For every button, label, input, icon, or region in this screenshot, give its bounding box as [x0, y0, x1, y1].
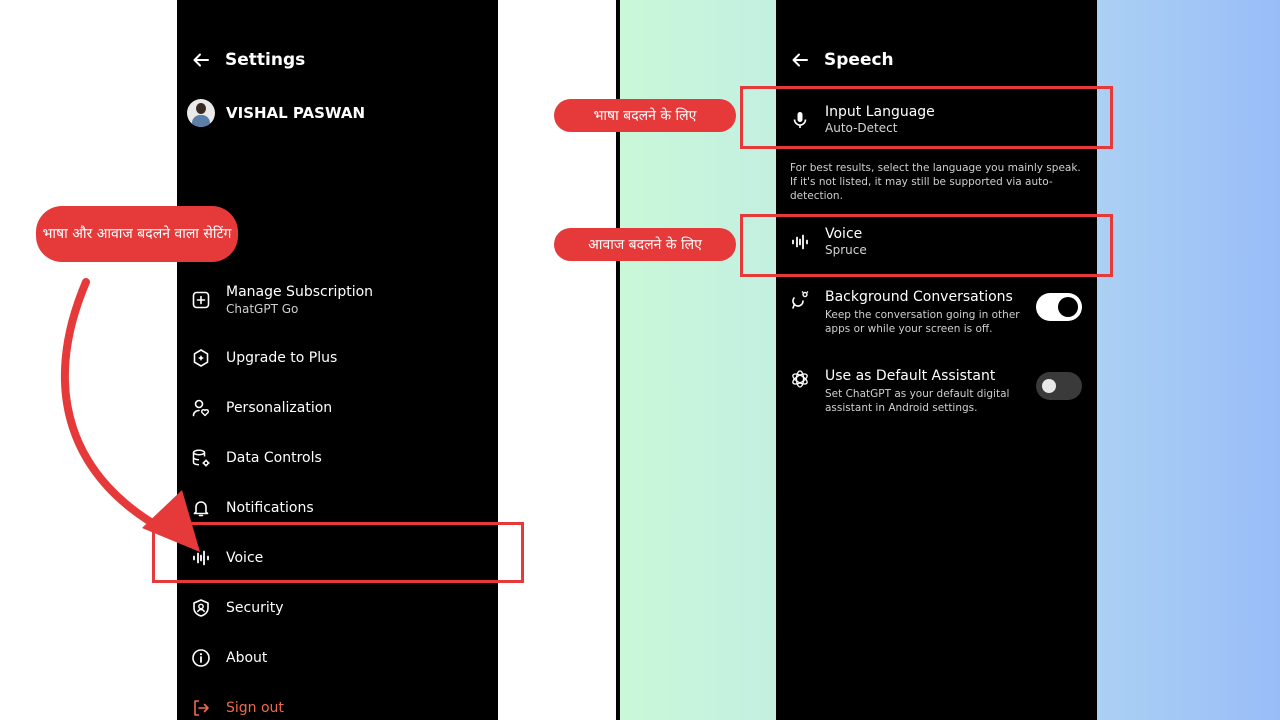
profile-name: VISHAL PASWAN	[226, 104, 365, 122]
background-chat-icon	[790, 290, 810, 310]
language-hint: For best results, select the language you mainly speak. If it's not listed, it may still be supported via auto-detection.	[790, 162, 1081, 202]
default-assistant-label: Use as Default Assistant	[825, 368, 996, 384]
curved-arrow	[0, 0, 620, 720]
left-callout: भाषा और आवाज बदलने वाला सेटिंग	[36, 206, 238, 262]
default-assistant-desc: Set ChatGPT as your default digital assistant in Android settings.	[825, 388, 1010, 414]
page-title: Speech	[824, 50, 894, 70]
voice-value: Spruce	[825, 243, 867, 257]
language-callout: भाषा बदलने के लिए	[554, 99, 736, 132]
menu-sub-label: ChatGPT Go	[226, 302, 299, 316]
voice-callout: आवाज बदलने के लिए	[554, 228, 736, 261]
voice-settings-highlight-box	[740, 214, 1113, 277]
menu-label: About	[226, 650, 268, 666]
menu-label: Voice	[226, 550, 264, 566]
menu-label: Manage Subscription	[226, 284, 374, 300]
menu-label: Security	[226, 600, 284, 616]
toggle-knob	[1042, 379, 1056, 393]
language-highlight-box	[740, 86, 1113, 149]
background-conversations-label: Background Conversations	[825, 289, 1013, 305]
toggle-knob	[1058, 297, 1078, 317]
menu-label: Notifications	[226, 500, 314, 516]
default-assistant-row	[790, 367, 1025, 415]
speech-header	[790, 46, 894, 74]
background-conversations-toggle[interactable]	[1036, 293, 1082, 321]
menu-label: Upgrade to Plus	[226, 350, 338, 366]
input-language-value: Auto-Detect	[825, 121, 898, 135]
openai-logo-icon	[790, 369, 810, 389]
menu-label: Data Controls	[226, 450, 322, 466]
menu-label: Sign out	[226, 700, 284, 716]
voice-label: Voice	[825, 226, 863, 242]
menu-label: Personalization	[226, 400, 333, 416]
input-language-label: Input Language	[825, 104, 935, 120]
background-conversations-row	[790, 288, 1025, 336]
page-title: Settings	[225, 50, 306, 70]
default-assistant-toggle[interactable]	[1036, 372, 1082, 400]
back-arrow-icon[interactable]	[790, 50, 810, 70]
background-conversations-desc: Keep the conversation going in other apps or while your screen is off.	[825, 309, 1020, 335]
